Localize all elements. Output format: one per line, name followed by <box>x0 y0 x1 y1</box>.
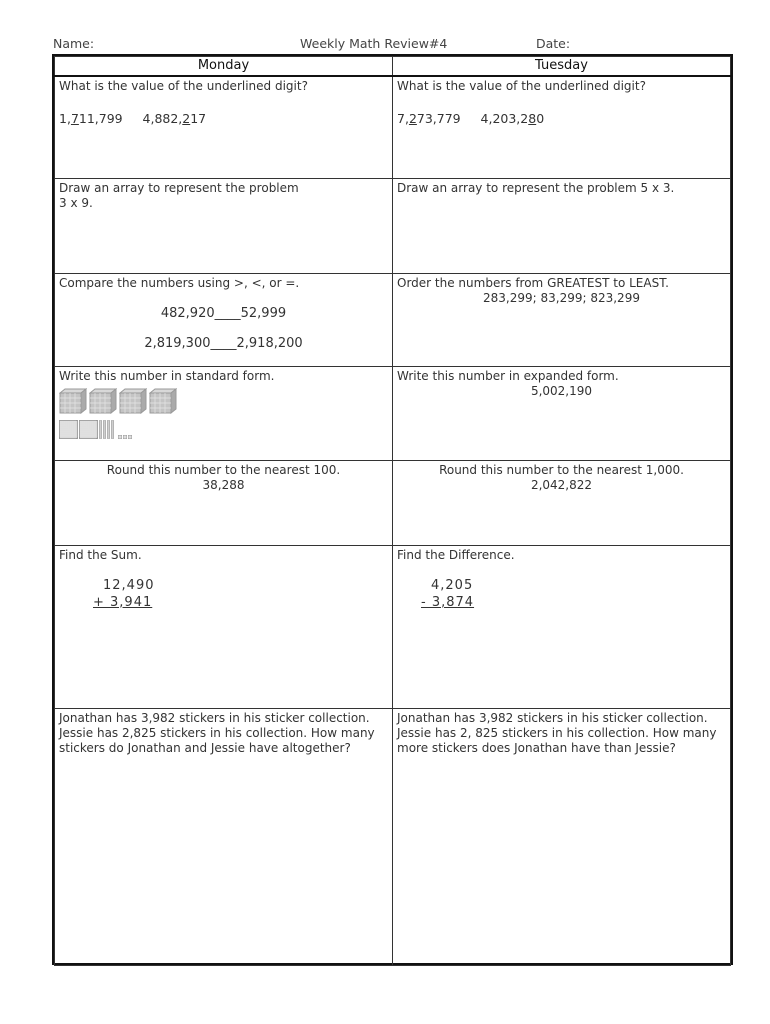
tuesday-place-value-numbers: 7,273,779 4,203,280 <box>397 110 545 126</box>
underlined-digit: 2 <box>182 110 191 126</box>
thousand-cube-icon <box>59 388 87 414</box>
tuesday-order-cell <box>393 274 731 367</box>
compare-problem-2: 2,819,300____2,918,200 <box>144 336 303 351</box>
tuesday-difference-problem: 4,205 - 3,874 <box>421 578 475 610</box>
ten-rod-icon <box>99 420 102 439</box>
hundred-flat-icon <box>79 420 98 439</box>
monday-word-problem-cell <box>55 709 393 966</box>
monday-rounding-prompt: Round this number to the nearest 100. <box>106 463 341 477</box>
date-label: Date: <box>536 36 571 51</box>
underlined-digit: 2 <box>408 110 417 126</box>
monday-compare-prompt: Compare the numbers using >, <, or =. <box>59 276 300 290</box>
tuesday-header: Tuesday <box>393 57 731 76</box>
monday-place-value-numbers: 1,711,799 4,882,217 <box>59 110 207 126</box>
tuesday-difference-cell <box>393 546 731 709</box>
thousand-cube-icon <box>149 388 177 414</box>
monday-sum-prompt: Find the Sum. <box>59 548 142 562</box>
base-ten-thousands-cubes <box>59 388 388 414</box>
tuesday-expanded-form-number: 5,002,190 <box>530 384 593 398</box>
tuesday-rounding-number: 2,042,822 <box>530 478 593 492</box>
tuesday-rounding-prompt: Round this number to the nearest 1,000. <box>439 463 684 477</box>
monday-standard-form-cell <box>55 367 393 461</box>
thousand-cube-icon <box>89 388 117 414</box>
monday-array-cell <box>55 179 393 274</box>
monday-array-prompt: Draw an array to represent the problem 3 x 9. <box>59 181 299 210</box>
tuesday-order-prompt: Order the numbers from GREATEST to LEAST. <box>397 276 669 290</box>
monday-compare-cell <box>55 274 393 367</box>
monday-header: Monday <box>55 57 393 76</box>
ten-rod-icon <box>103 420 106 439</box>
monday-word-problem-text: Jonathan has 3,982 stickers in his sticker collection. Jessie has 2,825 stickers in his collection. How many stickers do Jonathan and Jessie have altogether? <box>59 711 375 755</box>
tuesday-word-problem-cell <box>393 709 731 966</box>
hundred-flat-icon <box>59 420 78 439</box>
ten-rod-icon <box>111 420 114 439</box>
underlined-digit: 8 <box>528 110 537 126</box>
compare-problem-1: 482,920____52,999 <box>160 306 287 321</box>
monday-sum-cell <box>55 546 393 709</box>
one-unit-icon <box>128 435 132 439</box>
monday-rounding-number: 38,288 <box>202 478 245 492</box>
underlined-digit: 7 <box>70 110 79 126</box>
one-unit-icon <box>123 435 127 439</box>
tuesday-rounding-cell <box>393 461 731 546</box>
tuesday-order-numbers: 283,299; 83,299; 823,299 <box>483 291 640 305</box>
monday-place-value-cell <box>55 76 393 179</box>
worksheet-grid <box>52 54 733 965</box>
name-label: Name: <box>53 36 95 51</box>
tuesday-place-value-prompt: What is the value of the underlined digit? <box>397 78 646 93</box>
tuesday-expanded-form-cell <box>393 367 731 461</box>
monday-place-value-prompt: What is the value of the underlined digit? <box>59 78 308 93</box>
tuesday-array-prompt: Draw an array to represent the problem 5 x 3. <box>397 181 675 195</box>
tuesday-expanded-form-prompt: Write this number in expanded form. <box>397 369 619 383</box>
tuesday-array-cell <box>393 179 731 274</box>
monday-standard-form-prompt: Write this number in standard form. <box>59 369 275 383</box>
ten-rod-icon <box>107 420 110 439</box>
tuesday-word-problem-text: Jonathan has 3,982 stickers in his sticker collection. Jessie has 2, 825 stickers in his collection. How many more stickers does Jonathan have than Jessie? <box>397 711 717 755</box>
worksheet-title: Weekly Math Review#4 <box>300 36 448 51</box>
thousand-cube-icon <box>119 388 147 414</box>
base-ten-hundreds-tens-ones <box>59 420 388 439</box>
tuesday-difference-prompt: Find the Difference. <box>397 548 515 562</box>
monday-sum-problem: 12,490 + 3,941 <box>93 578 155 610</box>
one-unit-icon <box>118 435 122 439</box>
tuesday-place-value-cell <box>393 76 731 179</box>
monday-rounding-cell <box>55 461 393 546</box>
